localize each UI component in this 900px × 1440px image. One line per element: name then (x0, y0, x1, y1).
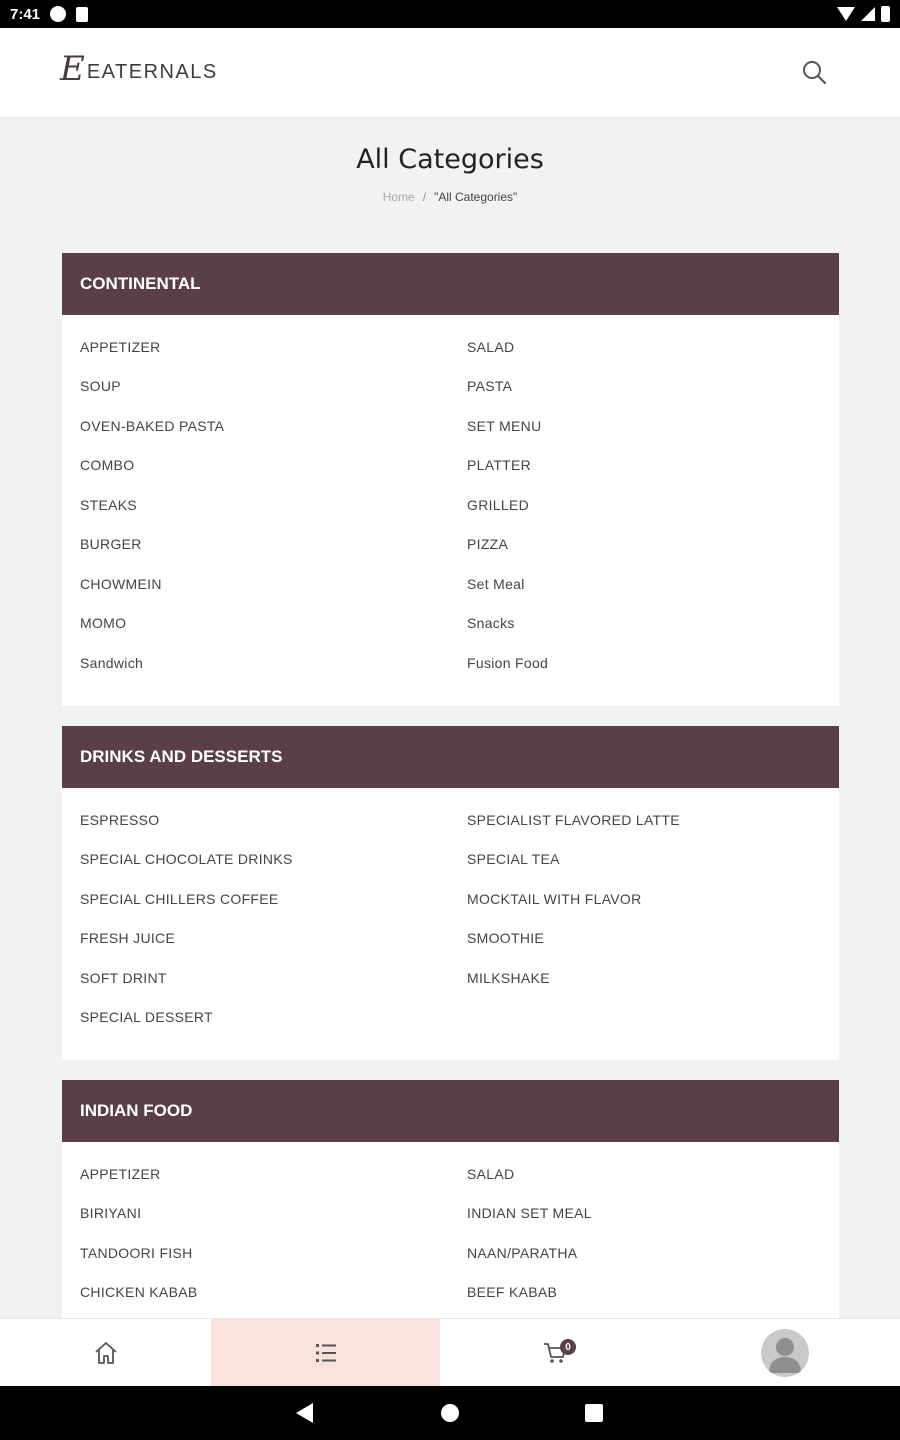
search-button[interactable] (800, 58, 830, 88)
category-card-drinks-and-desserts (62, 726, 839, 1060)
subcategory-item[interactable]: BIRIYANI (80, 1205, 142, 1222)
subcategory-item[interactable]: SPECIAL CHOCOLATE DRINKS (80, 851, 293, 868)
avatar (761, 1329, 809, 1377)
subcategory-item[interactable]: SOFT DRINT (80, 969, 167, 986)
app-header (0, 28, 900, 118)
subcategory-item[interactable]: MILKSHAKE (467, 969, 550, 986)
subcategory-item[interactable]: APPETIZER (80, 1165, 161, 1182)
breadcrumb-separator: / (422, 190, 427, 204)
logo-text: EATERNALS (86, 60, 218, 83)
subcategory-item[interactable]: SPECIAL CHILLERS COFFEE (80, 890, 279, 907)
subcategory-item[interactable]: MOCKTAIL WITH FLAVOR (467, 890, 642, 907)
subcategory-list (62, 315, 839, 683)
home-icon (92, 1339, 120, 1367)
category-card-continental (62, 253, 839, 706)
subcategory-item[interactable]: SALAD (467, 338, 515, 355)
subcategory-item[interactable]: CHICKEN KABAB (80, 1284, 198, 1301)
status-time: 7:41 (10, 5, 41, 23)
system-navigation-bar (0, 1386, 900, 1440)
subcategory-item[interactable]: PLATTER (467, 457, 532, 474)
tab-account[interactable] (670, 1319, 900, 1387)
logo-mark: E (60, 49, 85, 89)
subcategory-item[interactable]: SET MENU (467, 417, 542, 434)
tab-categories[interactable] (211, 1319, 440, 1387)
battery-icon (881, 6, 890, 22)
tab-home[interactable] (0, 1319, 211, 1387)
list-icon (314, 1341, 338, 1365)
user-icon (761, 1329, 809, 1377)
subcategory-item[interactable]: APPETIZER (80, 338, 161, 355)
subcategory-item[interactable]: Snacks (467, 615, 515, 632)
subcategory-item[interactable]: ESPRESSO (80, 811, 160, 828)
logo[interactable] (60, 49, 218, 89)
category-header[interactable]: INDIAN FOOD (62, 1080, 839, 1142)
subcategory-item[interactable]: SPECIAL DESSERT (80, 1009, 213, 1026)
subcategory-item[interactable]: INDIAN SET MEAL (467, 1205, 592, 1222)
subcategory-item[interactable]: SOUP (80, 378, 121, 395)
tab-cart[interactable] (440, 1319, 670, 1387)
subcategory-item[interactable]: SPECIAL TEA (467, 851, 560, 868)
subcategory-item[interactable]: FRESH JUICE (80, 930, 176, 947)
recent-apps-icon[interactable] (585, 1404, 603, 1422)
subcategory-item[interactable]: SPECIALIST FLAVORED LATTE (467, 811, 680, 828)
subcategory-item[interactable]: GRILLED (467, 496, 530, 513)
status-bar (0, 0, 900, 28)
category-card-indian-food (62, 1080, 839, 1318)
breadcrumb-current: "All Categories" (434, 190, 518, 204)
category-header[interactable]: CONTINENTAL (62, 253, 839, 315)
bottom-navigation (0, 1318, 900, 1386)
signal-icon (861, 7, 875, 21)
subcategory-item[interactable]: PASTA (467, 378, 513, 395)
subcategory-item[interactable]: PIZZA (467, 536, 509, 553)
sd-card-icon (76, 7, 88, 22)
subcategory-list (62, 788, 839, 1037)
search-icon (800, 58, 830, 88)
subcategory-item[interactable]: Sandwich (80, 654, 144, 671)
subcategory-item[interactable]: CHOWMEIN (80, 575, 162, 592)
breadcrumb-home-link[interactable]: Home (382, 190, 415, 204)
category-header[interactable]: DRINKS AND DESSERTS (62, 726, 839, 788)
subcategory-item[interactable]: SMOOTHIE (467, 930, 545, 947)
page-title: All Categories (356, 144, 544, 175)
subcategory-item[interactable]: MOMO (80, 615, 127, 632)
subcategory-item[interactable]: Fusion Food (467, 654, 549, 671)
subcategory-item[interactable]: COMBO (80, 457, 135, 474)
subcategory-item[interactable]: OVEN-BAKED PASTA (80, 417, 225, 434)
subcategory-item[interactable]: STEAKS (80, 496, 138, 513)
cart-count-badge: 0 (560, 1339, 576, 1355)
subcategory-item[interactable]: TANDOORI FISH (80, 1244, 193, 1261)
breadcrumb (0, 190, 900, 204)
wifi-icon (837, 7, 855, 21)
notification-icon (50, 6, 66, 22)
subcategory-item[interactable]: NAAN/PARATHA (467, 1244, 578, 1261)
subcategory-list (62, 1142, 839, 1312)
subcategory-item[interactable]: BEEF KABAB (467, 1284, 558, 1301)
subcategory-item[interactable]: SALAD (467, 1165, 515, 1182)
home-circle-icon[interactable] (441, 1404, 459, 1422)
back-icon[interactable] (296, 1403, 313, 1423)
subcategory-item[interactable]: Set Meal (467, 575, 525, 592)
subcategory-item[interactable]: BURGER (80, 536, 142, 553)
